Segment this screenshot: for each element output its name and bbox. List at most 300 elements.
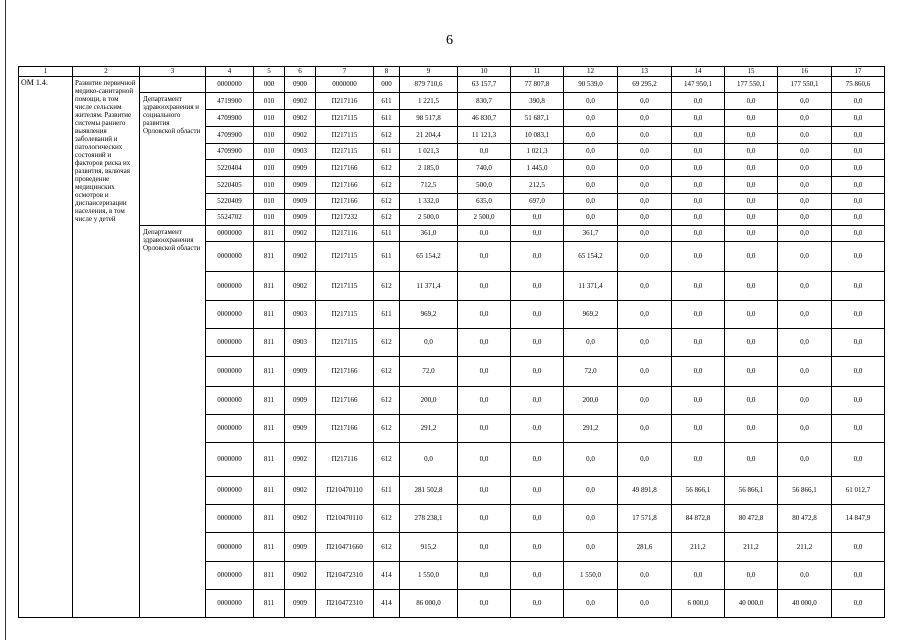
table-cell-col-11: 0,0 bbox=[511, 477, 564, 505]
table-cell-col-15: 56 866,1 bbox=[725, 477, 778, 505]
table-cell-col-7: П210472310 bbox=[316, 562, 374, 590]
table-cell-col-8: 612 bbox=[374, 194, 400, 210]
table-cell-col-6: 0903 bbox=[285, 301, 316, 329]
table-cell-col-9: 0,0 bbox=[400, 443, 458, 477]
table-cell-col-14: 0,0 bbox=[672, 357, 725, 387]
table-cell-col-17: 0,0 bbox=[832, 590, 885, 618]
table-cell-col-11: 0,0 bbox=[511, 443, 564, 477]
table-cell-col-4: 0000000 bbox=[206, 562, 254, 590]
table-cell-col-10: 0,0 bbox=[458, 533, 511, 562]
table-cell-col-4: 0000000 bbox=[206, 301, 254, 329]
table-cell-col-5: 010 bbox=[254, 160, 285, 177]
table-cell-col-9: 2 185,0 bbox=[400, 160, 458, 177]
table-cell-col-8: 612 bbox=[374, 357, 400, 387]
table-cell-col-6: 0909 bbox=[285, 357, 316, 387]
table-cell-col-7: П210472310 bbox=[316, 590, 374, 618]
table-cell-col-17: 0,0 bbox=[832, 415, 885, 443]
table-cell-col-14: 0,0 bbox=[672, 415, 725, 443]
table-cell-col-9: 98 517,8 bbox=[400, 110, 458, 127]
table-cell-col-5: 811 bbox=[254, 533, 285, 562]
table-cell-col-11: 0,0 bbox=[511, 357, 564, 387]
table-cell-col-6: 0902 bbox=[285, 93, 316, 110]
table-cell-col-11: 51 687,1 bbox=[511, 110, 564, 127]
table-cell-col-14: 0,0 bbox=[672, 272, 725, 301]
table-cell-col-10: 0,0 bbox=[458, 477, 511, 505]
table-cell-col-8: 414 bbox=[374, 562, 400, 590]
table-cell-col-4: 0000000 bbox=[206, 77, 254, 93]
table-cell-col-10: 0,0 bbox=[458, 415, 511, 443]
table-cell-col-15: 0,0 bbox=[725, 562, 778, 590]
table-cell-col-6: 0902 bbox=[285, 562, 316, 590]
table-cell-col-8: 612 bbox=[374, 210, 400, 226]
measure-code-cell: ОМ 1.4. bbox=[19, 77, 73, 618]
table-cell-col-15: 0,0 bbox=[725, 301, 778, 329]
table-cell-col-9: 65 154,2 bbox=[400, 242, 458, 272]
header-cell-12: 12 bbox=[564, 67, 618, 77]
table-cell-col-5: 811 bbox=[254, 272, 285, 301]
table-cell-col-17: 0,0 bbox=[832, 177, 885, 194]
table-cell-col-13: 0,0 bbox=[618, 301, 672, 329]
table-cell-col-16: 0,0 bbox=[778, 272, 832, 301]
table-cell-col-11: 1 021,3 bbox=[511, 144, 564, 160]
table-cell-col-5: 811 bbox=[254, 477, 285, 505]
table-cell-col-11: 0,0 bbox=[511, 301, 564, 329]
table-cell-col-11: 10 083,1 bbox=[511, 127, 564, 144]
table-cell-col-7: П217116 bbox=[316, 443, 374, 477]
table-cell-col-8: 000 bbox=[374, 77, 400, 93]
table-cell-col-17: 0,0 bbox=[832, 160, 885, 177]
table-cell-col-12: 200,0 bbox=[564, 387, 618, 415]
table-cell-col-7: П217166 bbox=[316, 415, 374, 443]
table-cell-col-4: 4709900 bbox=[206, 110, 254, 127]
table-cell-col-12: 0,0 bbox=[564, 93, 618, 110]
table-cell-col-14: 0,0 bbox=[672, 443, 725, 477]
table-cell-col-12: 0,0 bbox=[564, 533, 618, 562]
table-cell-col-11: 0,0 bbox=[511, 387, 564, 415]
table-cell-col-4: 4709900 bbox=[206, 144, 254, 160]
table-cell-col-15: 0,0 bbox=[725, 177, 778, 194]
table-cell-col-14: 0,0 bbox=[672, 127, 725, 144]
table-cell-col-17: 0,0 bbox=[832, 194, 885, 210]
table-cell-col-7: П217115 bbox=[316, 110, 374, 127]
table-cell-col-13: 0,0 bbox=[618, 590, 672, 618]
table-cell-col-13: 0,0 bbox=[618, 160, 672, 177]
table-cell-col-11: 0,0 bbox=[511, 242, 564, 272]
table-cell-col-14: 0,0 bbox=[672, 210, 725, 226]
table-cell-col-15: 0,0 bbox=[725, 226, 778, 242]
table-cell-col-12: 0,0 bbox=[564, 477, 618, 505]
table-cell-col-10: 2 500,0 bbox=[458, 210, 511, 226]
table-cell-col-10: 0,0 bbox=[458, 387, 511, 415]
table-cell-col-9: 21 204,4 bbox=[400, 127, 458, 144]
table-cell-col-5: 811 bbox=[254, 242, 285, 272]
table-cell-col-9: 1 221,5 bbox=[400, 93, 458, 110]
table-cell-col-17: 0,0 bbox=[832, 301, 885, 329]
table-row bbox=[19, 93, 885, 110]
table-cell-col-15: 0,0 bbox=[725, 93, 778, 110]
table-cell-col-10: 500,0 bbox=[458, 177, 511, 194]
table-cell-col-14: 211,2 bbox=[672, 533, 725, 562]
table-cell-col-13: 0,0 bbox=[618, 242, 672, 272]
table-cell-col-6: 0900 bbox=[285, 77, 316, 93]
table-cell-col-16: 0,0 bbox=[778, 210, 832, 226]
table-cell-col-5: 811 bbox=[254, 226, 285, 242]
table-cell-col-17: 0,0 bbox=[832, 387, 885, 415]
table-cell-col-6: 0909 bbox=[285, 194, 316, 210]
table-cell-col-6: 0909 bbox=[285, 210, 316, 226]
table-cell-col-15: 0,0 bbox=[725, 144, 778, 160]
table-cell-col-13: 0,0 bbox=[618, 387, 672, 415]
table-cell-col-9: 72,0 bbox=[400, 357, 458, 387]
table-cell-col-16: 177 550,1 bbox=[778, 77, 832, 93]
table-cell-col-7: П217116 bbox=[316, 226, 374, 242]
table-cell-col-17: 0,0 bbox=[832, 533, 885, 562]
table-cell-col-6: 0902 bbox=[285, 272, 316, 301]
table-cell-col-14: 147 950,1 bbox=[672, 77, 725, 93]
table-cell-col-9: 361,0 bbox=[400, 226, 458, 242]
table-cell-col-12: 0,0 bbox=[564, 144, 618, 160]
table-cell-col-7: 0000000 bbox=[316, 77, 374, 93]
table-cell-col-17: 0,0 bbox=[832, 562, 885, 590]
table-cell-col-6: 0902 bbox=[285, 127, 316, 144]
table-cell-col-13: 0,0 bbox=[618, 226, 672, 242]
table-cell-col-14: 84 872,8 bbox=[672, 505, 725, 533]
table-cell-col-12: 72,0 bbox=[564, 357, 618, 387]
table-cell-col-9: 969,2 bbox=[400, 301, 458, 329]
table-cell-col-14: 0,0 bbox=[672, 110, 725, 127]
table-cell-col-6: 0909 bbox=[285, 415, 316, 443]
table-cell-col-17: 0,0 bbox=[832, 357, 885, 387]
table-cell-col-9: 915,2 bbox=[400, 533, 458, 562]
table-cell-col-14: 0,0 bbox=[672, 93, 725, 110]
table-cell-col-13: 0,0 bbox=[618, 127, 672, 144]
table-cell-col-13: 0,0 bbox=[618, 93, 672, 110]
table-cell-col-16: 40 000,0 bbox=[778, 590, 832, 618]
table-cell-col-15: 0,0 bbox=[725, 194, 778, 210]
table-cell-col-15: 0,0 bbox=[725, 160, 778, 177]
table-cell-col-5: 010 bbox=[254, 110, 285, 127]
table-cell-col-16: 0,0 bbox=[778, 387, 832, 415]
table-cell-col-15: 0,0 bbox=[725, 272, 778, 301]
table-cell-col-10: 0,0 bbox=[458, 301, 511, 329]
table-cell-col-8: 611 bbox=[374, 144, 400, 160]
table-cell-col-15: 0,0 bbox=[725, 415, 778, 443]
table-cell-col-11: 77 807,8 bbox=[511, 77, 564, 93]
table-cell-col-4: 4719900 bbox=[206, 93, 254, 110]
header-cell-17: 17 bbox=[832, 67, 885, 77]
table-cell-col-14: 0,0 bbox=[672, 144, 725, 160]
table-cell-col-5: 010 bbox=[254, 194, 285, 210]
table-cell-col-10: 0,0 bbox=[458, 242, 511, 272]
table-cell-col-16: 0,0 bbox=[778, 177, 832, 194]
table-cell-col-17: 0,0 bbox=[832, 210, 885, 226]
table-cell-col-13: 0,0 bbox=[618, 329, 672, 357]
header-cell-7: 7 bbox=[316, 67, 374, 77]
table-cell-col-16: 0,0 bbox=[778, 127, 832, 144]
table-cell-col-7: П217115 bbox=[316, 144, 374, 160]
table-cell-col-4: 0000000 bbox=[206, 533, 254, 562]
table-cell-col-12: 0,0 bbox=[564, 177, 618, 194]
table-cell-col-14: 0,0 bbox=[672, 226, 725, 242]
table-cell-col-10: 740,0 bbox=[458, 160, 511, 177]
table-cell-col-8: 612 bbox=[374, 127, 400, 144]
table-cell-col-12: 0,0 bbox=[564, 443, 618, 477]
table-cell-col-6: 0902 bbox=[285, 477, 316, 505]
table-cell-col-7: П217166 bbox=[316, 357, 374, 387]
table-cell-col-4: 5220409 bbox=[206, 194, 254, 210]
table-cell-col-17: 0,0 bbox=[832, 110, 885, 127]
table-cell-col-15: 0,0 bbox=[725, 110, 778, 127]
table-cell-col-17: 0,0 bbox=[832, 144, 885, 160]
table-cell-col-8: 612 bbox=[374, 272, 400, 301]
table-cell-col-9: 2 500,0 bbox=[400, 210, 458, 226]
table-cell-col-14: 0,0 bbox=[672, 387, 725, 415]
table-cell-col-4: 5524702 bbox=[206, 210, 254, 226]
table-cell-col-16: 80 472,8 bbox=[778, 505, 832, 533]
table-cell-col-16: 0,0 bbox=[778, 301, 832, 329]
table-cell-col-8: 612 bbox=[374, 505, 400, 533]
table-cell-col-12: 0,0 bbox=[564, 110, 618, 127]
table-cell-col-8: 611 bbox=[374, 301, 400, 329]
table-cell-col-5: 000 bbox=[254, 77, 285, 93]
table-cell-col-15: 177 550,1 bbox=[725, 77, 778, 93]
table-cell-col-4: 4709900 bbox=[206, 127, 254, 144]
table-cell-col-12: 1 550,0 bbox=[564, 562, 618, 590]
table-cell-col-13: 0,0 bbox=[618, 144, 672, 160]
header-cell-15: 15 bbox=[725, 67, 778, 77]
table-cell-col-4: 0000000 bbox=[206, 272, 254, 301]
table-cell-col-8: 611 bbox=[374, 242, 400, 272]
table-cell-col-11: 0,0 bbox=[511, 415, 564, 443]
table-cell-col-14: 0,0 bbox=[672, 329, 725, 357]
table-cell-col-6: 0909 bbox=[285, 177, 316, 194]
table-cell-col-12: 0,0 bbox=[564, 590, 618, 618]
table-cell-col-7: П210470110 bbox=[316, 505, 374, 533]
table-cell-col-9: 11 371,4 bbox=[400, 272, 458, 301]
table-cell-col-9: 1 332,0 bbox=[400, 194, 458, 210]
table-cell-col-13: 0,0 bbox=[618, 562, 672, 590]
table-cell-col-16: 0,0 bbox=[778, 443, 832, 477]
table-cell-col-12: 11 371,4 bbox=[564, 272, 618, 301]
table-cell-col-15: 0,0 bbox=[725, 210, 778, 226]
table-cell-col-16: 0,0 bbox=[778, 160, 832, 177]
table-cell-col-10: 830,7 bbox=[458, 93, 511, 110]
table-cell-col-16: 211,2 bbox=[778, 533, 832, 562]
table-cell-col-12: 0,0 bbox=[564, 505, 618, 533]
table-cell-col-15: 0,0 bbox=[725, 329, 778, 357]
table-cell-col-17: 0,0 bbox=[832, 226, 885, 242]
table-cell-col-4: 0000000 bbox=[206, 387, 254, 415]
table-cell-col-13: 0,0 bbox=[618, 415, 672, 443]
table-cell-col-11: 0,0 bbox=[511, 226, 564, 242]
header-cell-10: 10 bbox=[458, 67, 511, 77]
table-cell-col-9: 278 238,1 bbox=[400, 505, 458, 533]
table-cell-col-15: 211,2 bbox=[725, 533, 778, 562]
table-cell-col-7: П217115 bbox=[316, 272, 374, 301]
table-cell-col-4: 0000000 bbox=[206, 443, 254, 477]
table-cell-col-7: П217115 bbox=[316, 127, 374, 144]
header-cell-6: 6 bbox=[285, 67, 316, 77]
table-cell-col-12: 90 539,0 bbox=[564, 77, 618, 93]
table-cell-col-17: 0,0 bbox=[832, 272, 885, 301]
table-cell-col-11: 0,0 bbox=[511, 562, 564, 590]
table-cell-col-6: 0903 bbox=[285, 329, 316, 357]
table-cell-col-4: 0000000 bbox=[206, 477, 254, 505]
table-cell-col-13: 0,0 bbox=[618, 194, 672, 210]
table-cell-col-13: 0,0 bbox=[618, 177, 672, 194]
table-cell-col-14: 56 866,1 bbox=[672, 477, 725, 505]
header-cell-5: 5 bbox=[254, 67, 285, 77]
table-cell-col-6: 0909 bbox=[285, 160, 316, 177]
table-cell-col-16: 0,0 bbox=[778, 194, 832, 210]
table-cell-col-14: 0,0 bbox=[672, 562, 725, 590]
department-cell: Департамент здравоохранения и социального развития Орловской области bbox=[140, 93, 206, 226]
table-cell-col-10: 0,0 bbox=[458, 590, 511, 618]
table-cell-col-16: 0,0 bbox=[778, 226, 832, 242]
table-cell-col-11: 390,8 bbox=[511, 93, 564, 110]
table-cell-col-6: 0909 bbox=[285, 533, 316, 562]
table-cell-col-12: 0,0 bbox=[564, 329, 618, 357]
table-cell-col-17: 75 860,6 bbox=[832, 77, 885, 93]
table-cell-col-5: 811 bbox=[254, 387, 285, 415]
table-cell-col-5: 010 bbox=[254, 127, 285, 144]
table-cell-col-9: 1 021,3 bbox=[400, 144, 458, 160]
table-cell-col-6: 0902 bbox=[285, 443, 316, 477]
table-cell-col-13: 0,0 bbox=[618, 357, 672, 387]
table-cell-col-9: 0,0 bbox=[400, 329, 458, 357]
table-cell-col-7: П217115 bbox=[316, 242, 374, 272]
table-cell-col-17: 61 012,7 bbox=[832, 477, 885, 505]
table-cell-col-12: 0,0 bbox=[564, 127, 618, 144]
table-cell-col-10: 0,0 bbox=[458, 562, 511, 590]
table-cell-col-9: 1 550,0 bbox=[400, 562, 458, 590]
table-cell-col-15: 0,0 bbox=[725, 242, 778, 272]
table-cell-col-8: 611 bbox=[374, 226, 400, 242]
table-cell-col-12: 0,0 bbox=[564, 194, 618, 210]
table-cell-col-5: 010 bbox=[254, 93, 285, 110]
header-row bbox=[19, 67, 885, 77]
table-cell-col-16: 56 866,1 bbox=[778, 477, 832, 505]
table-cell-col-9: 879 710,6 bbox=[400, 77, 458, 93]
table-cell-col-11: 0,0 bbox=[511, 590, 564, 618]
table-cell-col-10: 635,0 bbox=[458, 194, 511, 210]
table-cell-col-4: 0000000 bbox=[206, 505, 254, 533]
header-cell-13: 13 bbox=[618, 67, 672, 77]
table-cell-col-10: 0,0 bbox=[458, 226, 511, 242]
table-cell-col-11: 0,0 bbox=[511, 210, 564, 226]
table-cell-col-8: 611 bbox=[374, 93, 400, 110]
table-cell-col-5: 811 bbox=[254, 301, 285, 329]
table-cell-col-14: 0,0 bbox=[672, 301, 725, 329]
table-cell-col-13: 0,0 bbox=[618, 272, 672, 301]
measure-description-cell: Развитие первичной медико-санитарной помощи, в том числе сельским жителям. Развитие системы раннего выявления заболеваний и патологических состояний и факторов риска их развития, включая проведение медицинских осмотров и диспансеризации населения, в том числе у детей bbox=[73, 77, 140, 618]
table-cell-col-12: 291,2 bbox=[564, 415, 618, 443]
table-cell-col-5: 811 bbox=[254, 590, 285, 618]
table-cell-col-10: 0,0 bbox=[458, 144, 511, 160]
table-cell-col-6: 0902 bbox=[285, 110, 316, 127]
table-cell-col-10: 11 121,3 bbox=[458, 127, 511, 144]
table-cell-col-8: 612 bbox=[374, 443, 400, 477]
table-cell-col-6: 0902 bbox=[285, 505, 316, 533]
table-cell-col-13: 69 295,2 bbox=[618, 77, 672, 93]
table-cell-col-16: 0,0 bbox=[778, 110, 832, 127]
table-cell-col-5: 010 bbox=[254, 144, 285, 160]
table-cell-col-16: 0,0 bbox=[778, 242, 832, 272]
table-cell-col-5: 811 bbox=[254, 443, 285, 477]
header-cell-2: 2 bbox=[73, 67, 140, 77]
table-cell-col-14: 0,0 bbox=[672, 160, 725, 177]
header-cell-8: 8 bbox=[374, 67, 400, 77]
table-cell-col-5: 010 bbox=[254, 210, 285, 226]
table-cell-col-13: 17 571,8 bbox=[618, 505, 672, 533]
table-cell-col-8: 612 bbox=[374, 177, 400, 194]
table-cell-col-9: 712,5 bbox=[400, 177, 458, 194]
table-cell-col-10: 0,0 bbox=[458, 443, 511, 477]
table-cell-col-4: 5220405 bbox=[206, 177, 254, 194]
table-row bbox=[19, 77, 885, 93]
table-cell-col-13: 0,0 bbox=[618, 443, 672, 477]
table-cell-col-6: 0909 bbox=[285, 387, 316, 415]
table-cell-col-8: 611 bbox=[374, 477, 400, 505]
header-cell-14: 14 bbox=[672, 67, 725, 77]
table-cell-col-5: 010 bbox=[254, 177, 285, 194]
table-cell-col-10: 46 830,7 bbox=[458, 110, 511, 127]
table-cell-col-6: 0902 bbox=[285, 226, 316, 242]
table-cell-col-4: 0000000 bbox=[206, 357, 254, 387]
table-cell-col-7: П217232 bbox=[316, 210, 374, 226]
table-cell-col-9: 291,2 bbox=[400, 415, 458, 443]
table-cell-col-11: 212,5 bbox=[511, 177, 564, 194]
table-cell-col-4: 0000000 bbox=[206, 329, 254, 357]
table-cell-col-14: 0,0 bbox=[672, 242, 725, 272]
table-cell-col-16: 0,0 bbox=[778, 329, 832, 357]
table-cell-col-9: 200,0 bbox=[400, 387, 458, 415]
table-cell-col-15: 0,0 bbox=[725, 387, 778, 415]
table-cell-col-5: 811 bbox=[254, 415, 285, 443]
page-number: 6 bbox=[446, 33, 453, 48]
table-cell-col-5: 811 bbox=[254, 562, 285, 590]
table-cell-col-8: 612 bbox=[374, 160, 400, 177]
table-cell-col-17: 0,0 bbox=[832, 93, 885, 110]
left-margin-line bbox=[5, 0, 6, 640]
header-cell-11: 11 bbox=[511, 67, 564, 77]
table-cell-col-8: 612 bbox=[374, 329, 400, 357]
table-cell-col-8: 612 bbox=[374, 387, 400, 415]
table-cell-col-7: П217115 bbox=[316, 329, 374, 357]
header-cell-3: 3 bbox=[140, 67, 206, 77]
table-row bbox=[19, 226, 885, 242]
table-cell-col-5: 811 bbox=[254, 329, 285, 357]
table-cell-col-4: 5220404 bbox=[206, 160, 254, 177]
table-cell-col-15: 0,0 bbox=[725, 357, 778, 387]
header-cell-9: 9 bbox=[400, 67, 458, 77]
department-cell-empty bbox=[140, 77, 206, 93]
table-cell-col-11: 1 445,0 bbox=[511, 160, 564, 177]
table-cell-col-4: 0000000 bbox=[206, 226, 254, 242]
table-cell-col-12: 65 154,2 bbox=[564, 242, 618, 272]
table-cell-col-10: 0,0 bbox=[458, 329, 511, 357]
table-cell-col-16: 0,0 bbox=[778, 415, 832, 443]
table-cell-col-14: 6 000,0 bbox=[672, 590, 725, 618]
table-cell-col-17: 0,0 bbox=[832, 329, 885, 357]
table-cell-col-13: 0,0 bbox=[618, 210, 672, 226]
table-cell-col-7: П217166 bbox=[316, 387, 374, 415]
table-cell-col-17: 14 847,9 bbox=[832, 505, 885, 533]
table-cell-col-16: 0,0 bbox=[778, 93, 832, 110]
table-cell-col-16: 0,0 bbox=[778, 144, 832, 160]
budget-table bbox=[18, 66, 885, 618]
table-cell-col-7: П217166 bbox=[316, 160, 374, 177]
